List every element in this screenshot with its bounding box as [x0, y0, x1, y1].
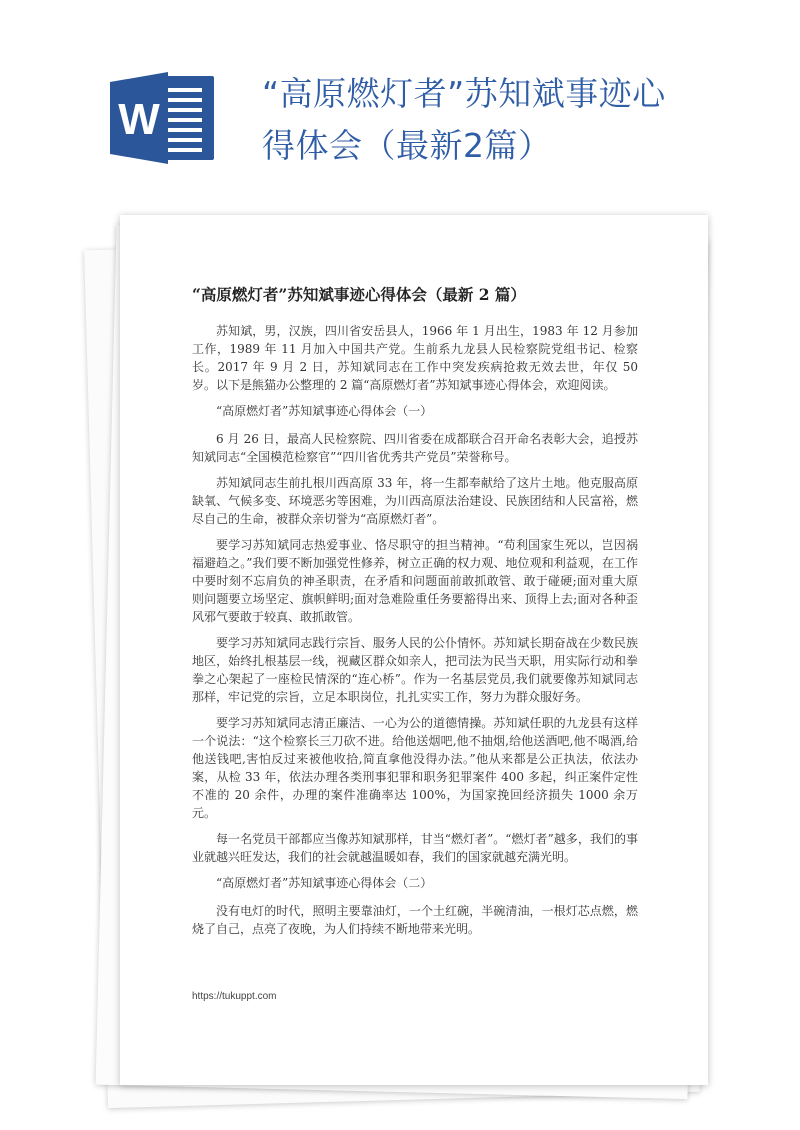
- header-title-line1: “高原燃灯者”苏知斌事迹心: [262, 74, 666, 113]
- document-body: [192, 322, 638, 946]
- word-document-icon: [110, 70, 218, 166]
- paragraph: 要学习苏知斌同志践行宗旨、服务人民的公仆情怀。苏知斌长期奋战在少数民族地区，始终扎根基层一线，视藏区群众如亲人，把司法为民当天职，用实际行动和拳拳之心架起了一座检民情深的“连心桥”。作为一名基层党员,我们就要像苏知斌同志那样，牢记党的宗旨，立足本职岗位，扎扎实实工作，努力为群众服好务。: [192, 636, 638, 704]
- word-logo-letter: W: [118, 95, 160, 144]
- section-heading-1: “高原燃灯者”苏知斌事迹心得体会（一）: [216, 404, 433, 418]
- paragraph: 每一名党员干部都应当像苏知斌那样，甘当“燃灯者”。“燃灯者”越多，我们的事业就越兴旺发达，我们的社会就越温暖如春，我们的国家就越充满光明。: [192, 832, 638, 864]
- paragraph-intro: 苏知斌，男，汉族，四川省安岳县人，1966 年 1 月出生，1983 年 12 月参加工作，1989 年 11 月加入中国共产党。生前系九龙县人民检察院党组书记、检察长。2017 年 9 月 2 日，苏知斌同志在工作中突发疾病抢救无效去世，年仅 50 岁。以下是熊猫办公整理的 2 篇“高原燃灯者”苏知斌事迹心得体会，欢迎阅读。: [192, 324, 638, 392]
- paragraph: 要学习苏知斌同志热爱事业、恪尽职守的担当精神。“苟利国家生死以，岂因祸福避趋之。”我们要不断加强党性修养，树立正确的权力观、地位观和利益观，在工作中要时刻不忘肩负的神圣职责，在矛盾和问题面前敢抓敢管、敢于碰硬;面对重大原则问题要立场坚定、旗帜鲜明;面对急难险重任务要豁得出来、顶得上去;面对各种歪风邪气要敢于较真、敢抓敢管。: [192, 538, 638, 624]
- section-heading-2: “高原燃灯者”苏知斌事迹心得体会（二）: [216, 876, 433, 890]
- paragraph: 要学习苏知斌同志清正廉洁、一心为公的道德情操。苏知斌任职的九龙县有这样一个说法：“这个检察长三刀砍不进。给他送烟吧,他不抽烟,给他送酒吧,他不喝酒,给他送钱吧,害怕反过来被他收拾,简直拿他没得办法。”他从来都是公正执法，依法办案，从检 33 年，依法办理各类刑事犯罪和职务犯罪案件 400 多起，纠正案件定性不准的 20 余件，办理的案件准确率达 100%，为国家挽回经济损失 1000 余万元。: [192, 716, 638, 820]
- paragraph: 苏知斌同志生前扎根川西高原 33 年，将一生都奉献给了这片土地。他克服高原缺氧、气候多变、环境恶劣等困难，为川西高原法治建设、民族团结和人民富裕，燃尽自己的生命，被群众亲切誉为“高原燃灯者”。: [192, 476, 638, 526]
- header-title-line2: 得体会（最新2篇）: [262, 126, 552, 165]
- header-title: [262, 68, 762, 172]
- document-title: “高原燃灯者”苏知斌事迹心得体会（最新 2 篇）: [192, 285, 526, 304]
- paragraph: 没有电灯的时代，照明主要靠油灯，一个土红碗，半碗清油，一根灯芯点燃，燃烧了自己，点亮了夜晚，为人们持续不断地带来光明。: [192, 904, 638, 936]
- paragraph: 6 月 26 日，最高人民检察院、四川省委在成都联合召开命名表彰大会，追授苏知斌同志“全国模范检察官”“四川省优秀共产党员”荣誉称号。: [192, 432, 638, 464]
- document-page: [120, 215, 708, 1085]
- footer-url[interactable]: https://tukuppt.com: [192, 991, 277, 1002]
